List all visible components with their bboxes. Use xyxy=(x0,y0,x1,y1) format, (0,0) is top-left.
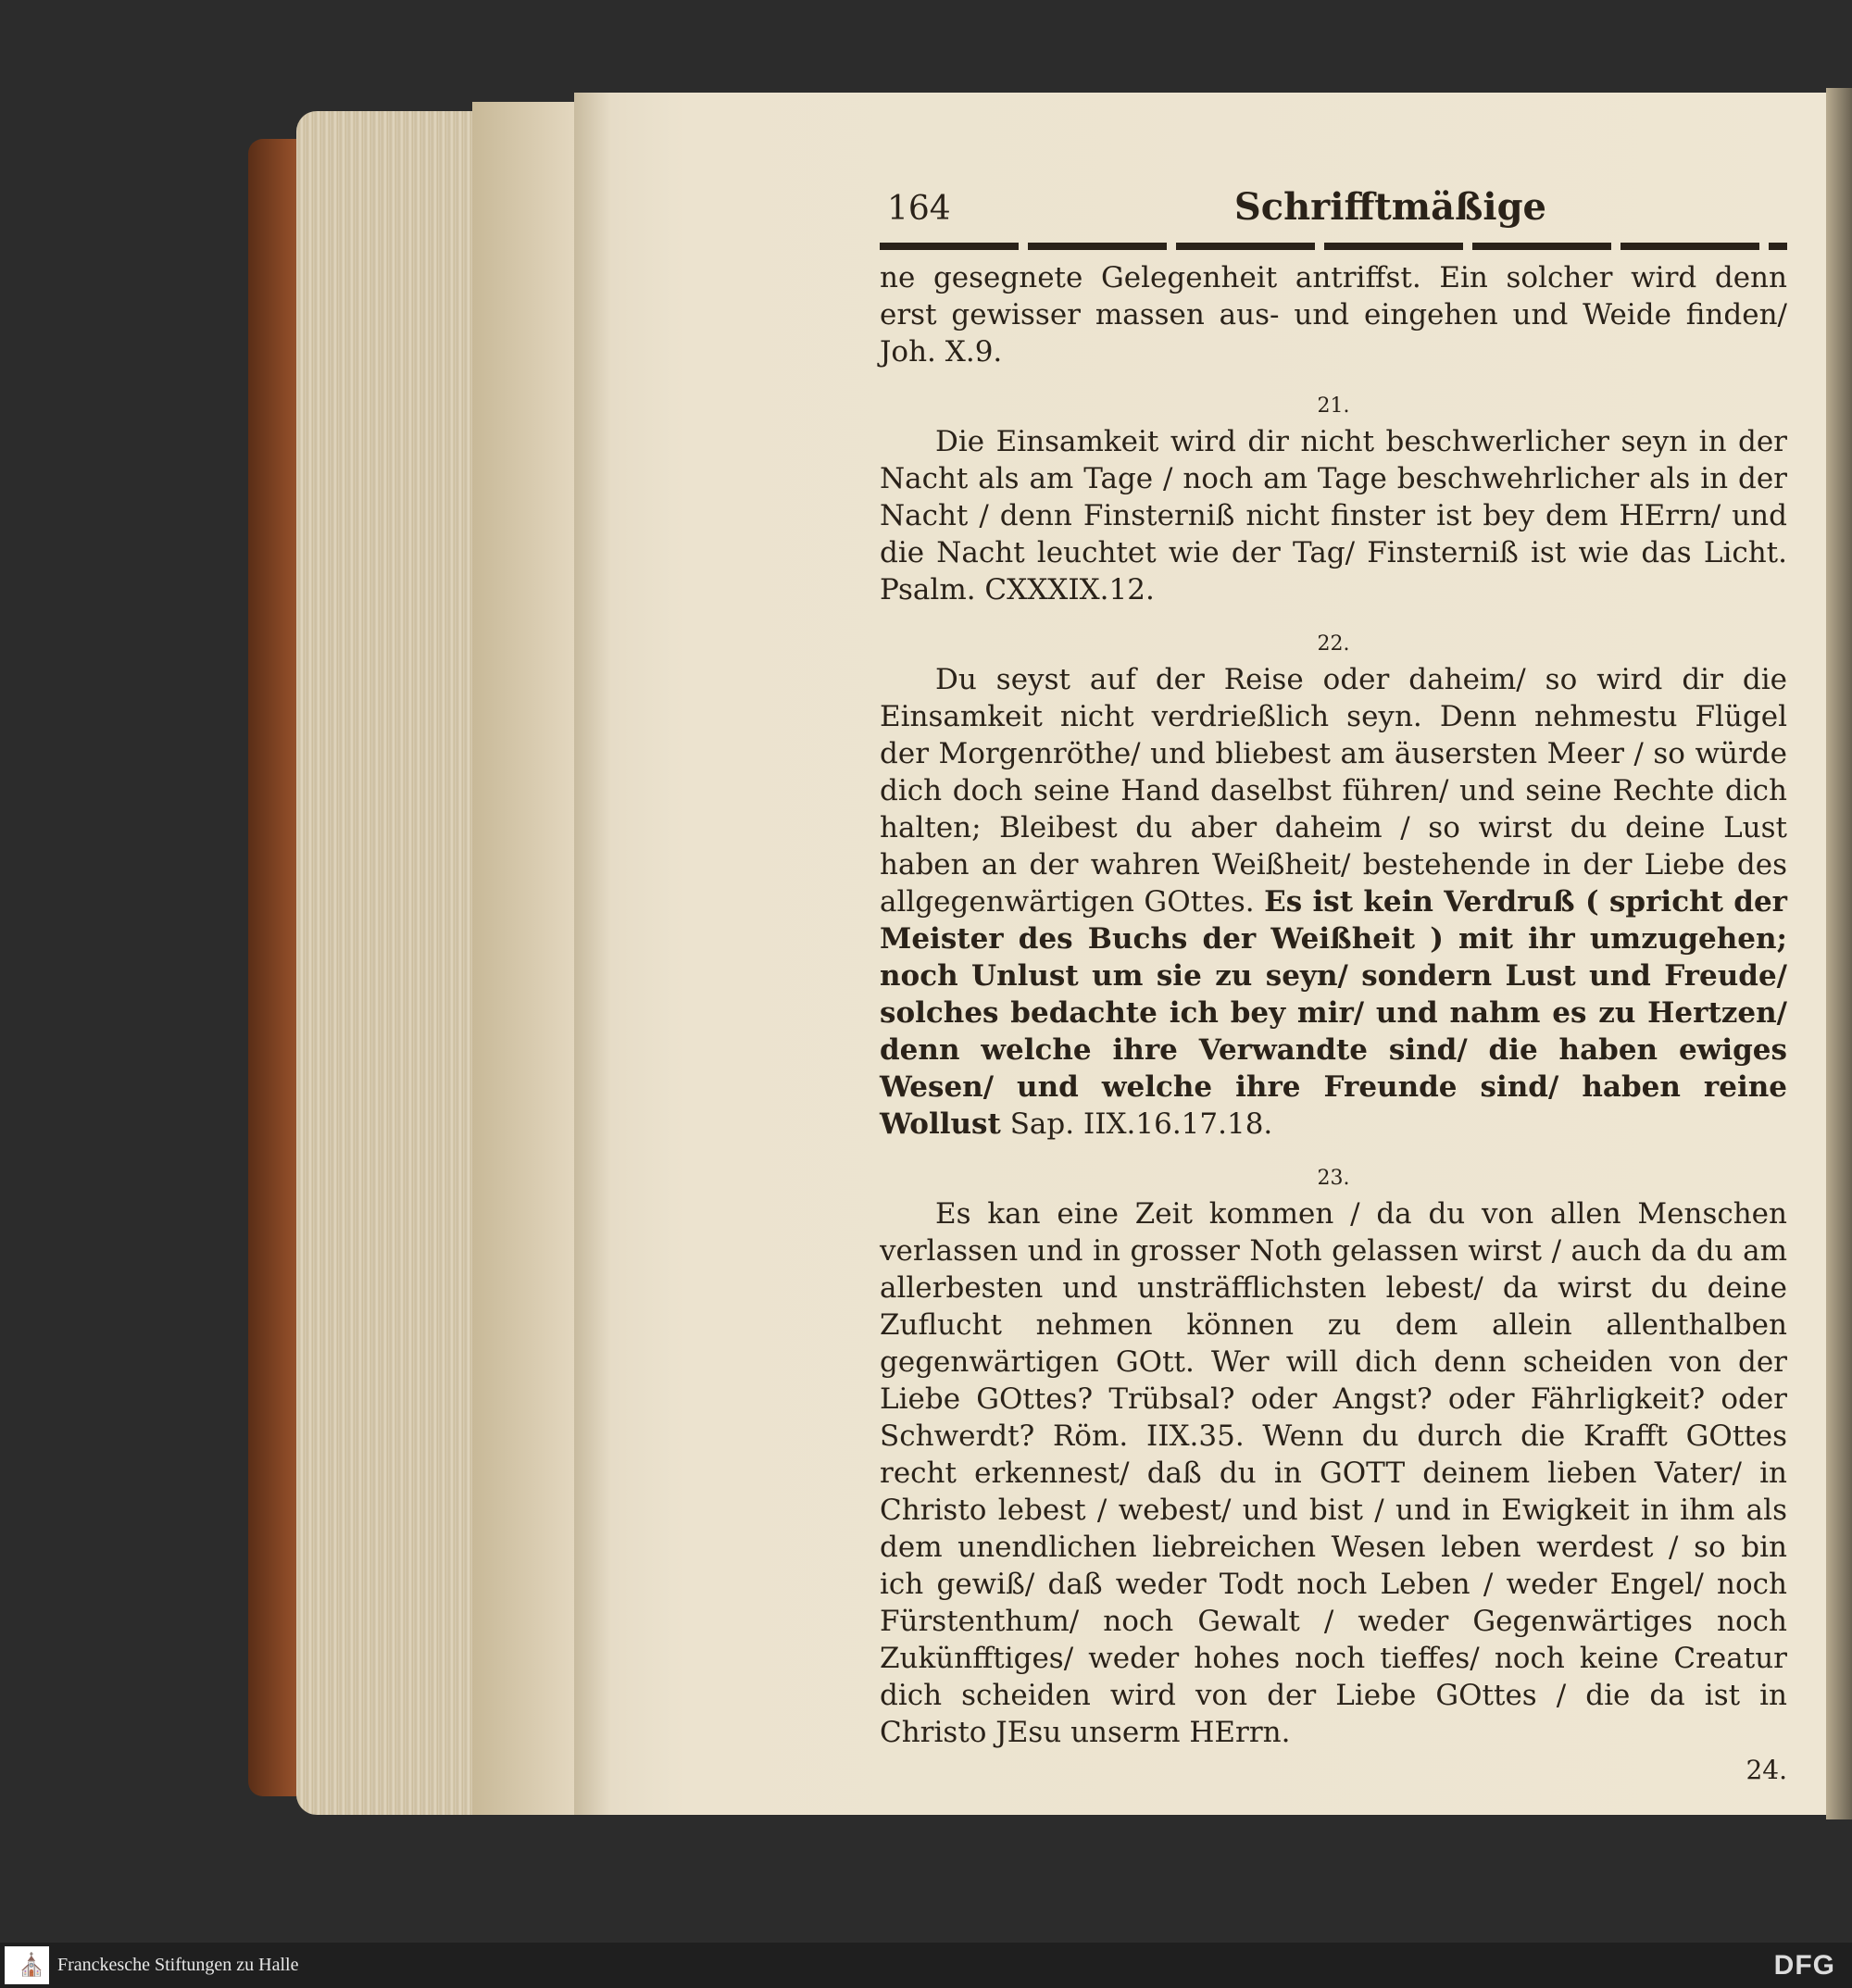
paragraph-22-quote: Es ist kein Verdruß ( spricht der Meister des Buchs der Weißheit ) mit ihr umzugehen; noch Unlust um sie zu seyn/ sondern Lust und Freude/ solches bedachte ich bey mir/ und nahm es zu Hertzen/ denn welche ihre Verwandte sind/ die haben ewiges Wesen/ und welche ihre Freunde sind/ haben reine Wollust xyxy=(880,885,1788,1141)
page-text xyxy=(880,185,1787,1785)
paragraph-22 xyxy=(880,661,1787,1143)
header-rule xyxy=(880,243,1787,250)
running-head: Schrifftmäßige xyxy=(1233,185,1546,229)
institution-name: Franckesche Stiftungen zu Halle xyxy=(57,1955,299,1975)
viewer-footer xyxy=(0,1943,1852,1988)
paragraph-23: Es kan eine Zeit kommen / da du von allen Menschen verlassen und in grosser Noth gelassen wirst / auch da du am allerbesten und unsträfflichsten lebest/ da wirst du deine Zuflucht nehmen können zu dem allein allenthalben gegenwärtigen GOtt. Wer will dich denn scheiden von der Liebe GOttes? Trübsal? oder Angst? oder Fährligkeit? oder Schwerdt? Röm. IIX.35. Wenn du durch die Krafft GOttes recht erkennest/ daß du in GOTT deinem lieben Vater/ in Christo lebest / webest/ und bist / und in Ewigkeit in ihm als dem unendlichen liebreichen Wesen leben werdest / so bin ich gewiß/ daß weder Todt noch Leben / weder Engel/ noch Fürstenthum/ noch Gewalt / weder Gegenwärtiges noch Zukünfftiges/ weder hohes noch tieffes/ noch keine Creatur dich scheiden wird von der Liebe GOttes / die da ist in Christo JEsu unserm HErrn. xyxy=(880,1197,1787,1749)
paragraph-22-ref: Sap. IIX.16.17.18. xyxy=(1009,1107,1273,1141)
facing-page-edge xyxy=(1826,88,1852,1819)
page-block-edge xyxy=(472,102,574,1815)
section-number-23: 23. xyxy=(1317,1167,1350,1190)
section-number-22: 22. xyxy=(1317,632,1350,656)
page-number: 164 xyxy=(887,190,951,228)
section-number-21: 21. xyxy=(1317,394,1350,418)
catchword: 24. xyxy=(1746,1755,1787,1785)
paragraph-22-text: Du seyst auf der Reise oder daheim/ so wird dir die Einsamkeit nicht verdrießlich seyn. Denn nehmestu Flügel der Morgenröthe/ und bliebest am äusersten Meer / so würde dich doch seine Hand daselbst führen/ und seine Rechte dich halten; Bleibest du aber daheim / so wirst du deine Lust haben an der wahren Weißheit/ bestehende in der Liebe des allgegenwärtigen GOttes. xyxy=(880,663,1787,919)
franckesche-stiftungen-logo-icon: ⛪ xyxy=(5,1946,49,1984)
page-header xyxy=(880,185,1787,241)
paragraph-21: Die Einsamkeit wird dir nicht beschwerlicher seyn in der Nacht als am Tage / noch am Tage beschwehrlicher als in der Nacht / denn Finsterniß nicht finster ist bey dem HErrn/ und die Nacht leuchtet wie der Tag/ Finsterniß ist wie das Licht. Psalm. CXXXIX.12. xyxy=(880,425,1787,606)
paragraph-continuation: ne gesegnete Gelegenheit antriffst. Ein solcher wird denn erst gewisser massen aus- und eingehen und Weide finden/ Joh. X.9. xyxy=(880,261,1787,369)
dfg-logo: DFG xyxy=(1773,1950,1835,1981)
